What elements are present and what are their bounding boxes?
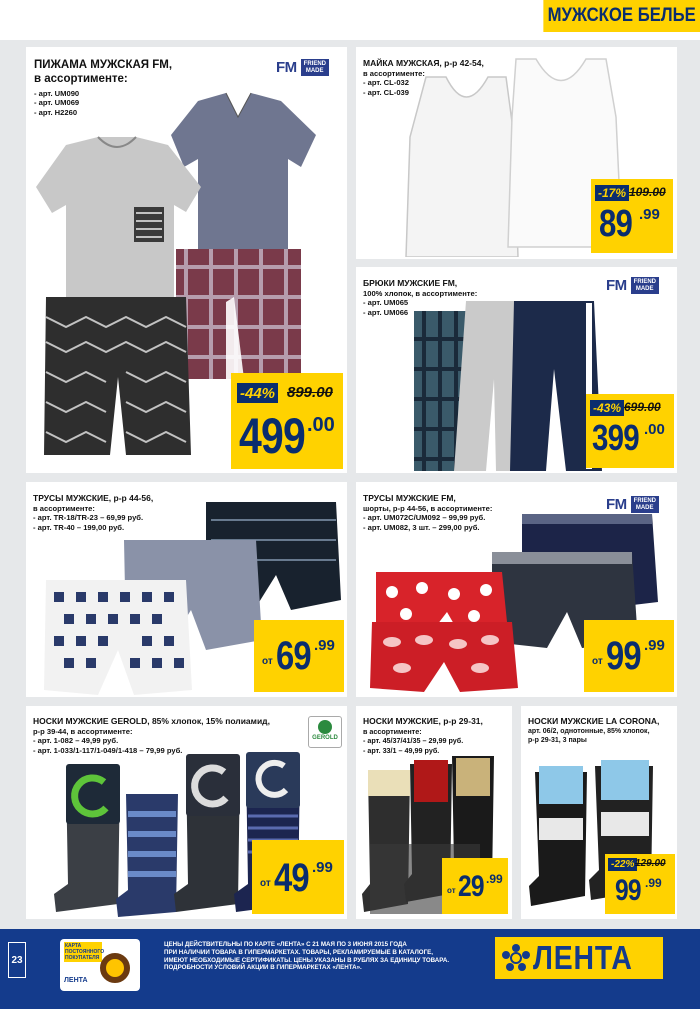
- price-tag: [442, 858, 508, 914]
- price-kopecks: .99: [312, 859, 333, 876]
- brand-fm-logo: FM: [276, 59, 297, 76]
- brand-badge: [276, 59, 329, 76]
- price-kopecks: .00: [644, 421, 665, 438]
- product-card-briefs-fm[interactable]: [356, 482, 677, 697]
- header: [0, 0, 700, 40]
- friend-made-logo: FRIEND MADE: [631, 496, 659, 513]
- section-title: МУЖСКОЕ БЕЛЬЕ: [543, 0, 700, 32]
- price-kopecks: .99: [645, 876, 662, 890]
- friend-made-logo: FRIEND MADE: [631, 277, 659, 294]
- price-tag: [231, 373, 343, 469]
- product-details: в ассортименте: - арт. CL-032 - арт. CL-039: [363, 69, 425, 97]
- product-details: арт. 06/2, однотонные, 85% хлопок, р-р 29-31, 3 пары: [528, 728, 650, 745]
- product-details: р-р 39-44, в ассортименте: - арт. 1-082 – 49,99 руб. - арт. 1-033/1-117/1-049/1-418 – 79,99 руб.: [33, 727, 183, 755]
- product-title: НОСКИ МУЖСКИЕ LA CORONA,: [528, 716, 660, 726]
- product-title: ТРУСЫ МУЖСКИЕ, р-р 44-56,: [33, 493, 154, 503]
- product-card-tank-top[interactable]: [356, 47, 677, 259]
- lenta-logo: ЛЕНТА: [495, 937, 663, 979]
- old-price: 699.00: [624, 400, 661, 414]
- discount-badge: -43%: [590, 400, 624, 416]
- brand-badge: [606, 277, 659, 294]
- product-title: ТРУСЫ МУЖСКИЕ FM,: [363, 493, 456, 503]
- product-card-pajamas[interactable]: [26, 47, 347, 473]
- price-rubles: 89: [599, 203, 633, 245]
- loyalty-card: [60, 939, 140, 991]
- price-tag: [586, 394, 674, 468]
- product-card-socks-lacorona[interactable]: [521, 706, 677, 919]
- gerold-emblem-icon: [318, 720, 332, 734]
- product-title: МАЙКА МУЖСКАЯ, р-р 42-54,: [363, 58, 484, 68]
- price-prefix: от: [447, 886, 456, 895]
- price-kopecks: .99: [644, 637, 665, 654]
- price-prefix: от: [262, 656, 273, 667]
- price-kopecks: .99: [314, 637, 335, 654]
- price-tag: [605, 854, 675, 914]
- product-card-trousers[interactable]: [356, 267, 677, 473]
- old-price: 899.00: [287, 384, 333, 401]
- disclaimer: ЦЕНЫ ДЕЙСТВИТЕЛЬНЫ ПО КАРТЕ «ЛЕНТА» С 21 МАЯ ПО 3 ИЮНЯ 2015 ГОДА ПРИ НАЛИЧИИ ТОВАРА В ГИПЕРМАРКЕТАХ. ТОВАРЫ, РЕКЛАМИРУЕМЫЕ В КАТАЛОГЕ, ИМЕЮТ НЕОБХОДИМЫЕ СЕРТИФИКАТЫ. ЦЕНЫ УКАЗАНЫ В РУБЛЯХ ЗА ЕДИНИЦУ ТОВАРА. ПОДРОБНОСТИ УСЛОВИЙ АКЦИИ В ГИПЕРМАРКЕТАХ «ЛЕНТА».: [164, 941, 450, 972]
- price-rubles: 99: [606, 634, 641, 678]
- price-tag: [584, 620, 674, 692]
- product-card-briefs[interactable]: [26, 482, 347, 697]
- sunflower-icon: [100, 953, 130, 983]
- price-rubles: 69: [276, 634, 311, 678]
- product-title: БРЮКИ МУЖСКИЕ FM,: [363, 278, 458, 288]
- old-price: 109.00: [629, 185, 666, 199]
- brand-fm-logo: FM: [606, 496, 627, 513]
- price-kopecks: .99: [639, 206, 660, 223]
- price-tag: [252, 840, 344, 914]
- product-details: в ассортименте: - арт. 45/37/41/35 – 29,99 руб. - арт. 33/1 – 49,99 руб.: [363, 727, 464, 755]
- price-tag: [591, 179, 673, 253]
- gerold-logo: GEROLD: [308, 716, 342, 748]
- product-card-socks[interactable]: [356, 706, 512, 919]
- product-title: НОСКИ МУЖСКИЕ GEROLD, 85% хлопок, 15% полиамид,: [33, 716, 270, 726]
- price-rubles: 99: [615, 874, 641, 907]
- price-kopecks: .00: [307, 414, 335, 436]
- price-rubles: 29: [458, 870, 484, 903]
- product-subtitle: в ассортименте:: [34, 73, 128, 85]
- product-details: в ассортименте: - арт. TR-18/TR-23 – 69,99 руб. - арт. TR-40 – 199,00 руб.: [33, 504, 144, 532]
- discount-badge: -17%: [595, 185, 629, 201]
- brand-badge: [606, 496, 659, 513]
- product-details: шорты, р-р 44-56, в ассортименте: - арт. UM072C/UM092 – 99,99 руб. - арт. UM082, 3 шт. – 299,00 руб.: [363, 504, 493, 532]
- price-rubles: 399: [592, 417, 639, 458]
- old-price: 129.00: [635, 858, 666, 869]
- product-details: - арт. UM090 - арт. UM069 - арт. H2260: [34, 89, 80, 117]
- price-prefix: от: [592, 656, 603, 667]
- product-title: НОСКИ МУЖСКИЕ, р-р 29-31,: [363, 716, 483, 726]
- friend-made-logo: FRIEND MADE: [301, 59, 329, 76]
- loyalty-card-label: КАРТА ПОСТОЯННОГО ПОКУПАТЕЛЯ: [65, 943, 105, 961]
- price-prefix: от: [260, 878, 271, 889]
- loyalty-card-brand: ЛЕНТА: [64, 977, 88, 984]
- discount-badge: -44%: [237, 383, 278, 403]
- footer: [0, 929, 700, 1009]
- price-kopecks: .99: [486, 872, 503, 886]
- brand-fm-logo: FM: [606, 277, 627, 294]
- price-tag: [254, 620, 344, 692]
- product-details: 100% хлопок, в ассортименте: - арт. UM065 - арт. UM066: [363, 289, 478, 317]
- product-card-socks-gerold[interactable]: [26, 706, 347, 919]
- sunflower-logo-icon: [501, 943, 531, 973]
- discount-badge: -22%: [608, 858, 637, 871]
- price-rubles: 499: [239, 408, 305, 464]
- price-rubles: 49: [274, 856, 309, 900]
- page-number: 23: [8, 942, 26, 978]
- product-title: ПИЖАМА МУЖСКАЯ FM,: [34, 59, 173, 71]
